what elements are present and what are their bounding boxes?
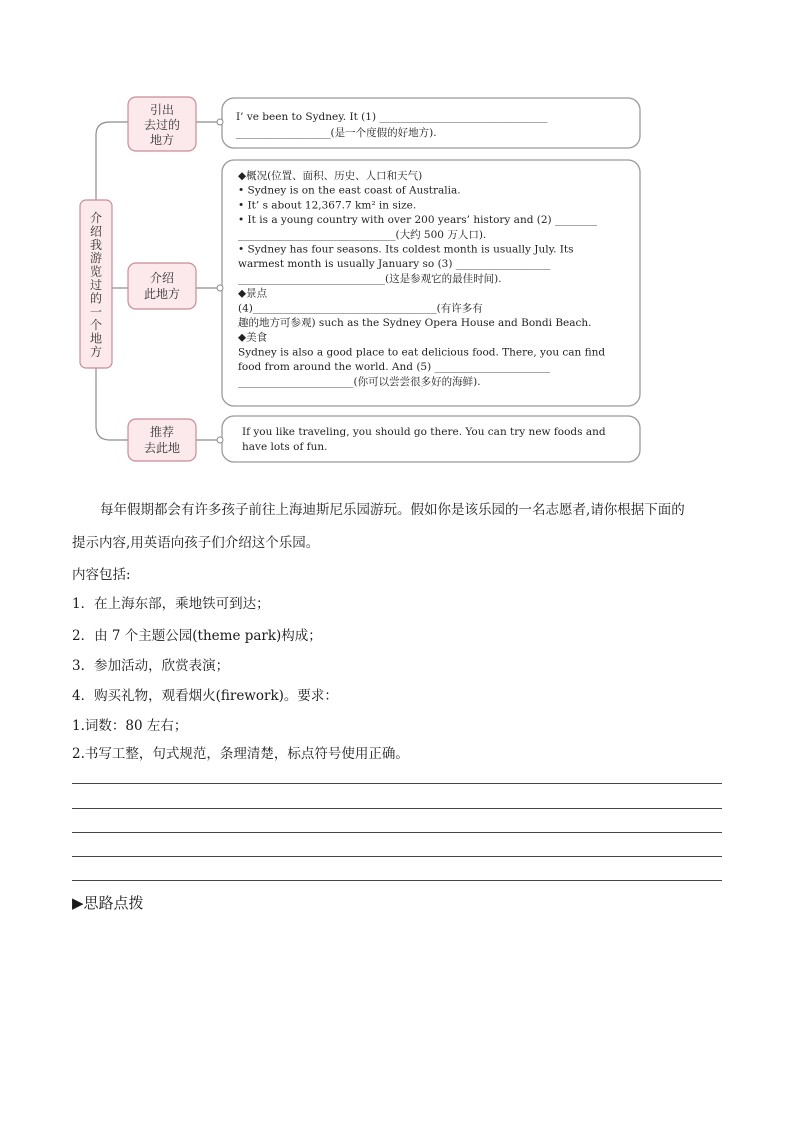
- task-intro-line: 提示内容,用英语向孩子们介绍这个乐园。: [72, 535, 320, 551]
- box-text-line: ____________________________(这是参观它的最佳时间).: [238, 272, 502, 285]
- writing-line[interactable]: [72, 783, 722, 784]
- branch-node-intro: [128, 97, 196, 151]
- writing-line[interactable]: [72, 856, 722, 857]
- box-text-line: Sydney is also a good place to eat delicious food. There, you can find: [238, 346, 606, 359]
- branch-node-describe: [128, 263, 196, 309]
- branch-node-describe-line: 此地方: [143, 287, 181, 301]
- box-text-line: have lots of fun.: [242, 441, 328, 453]
- junction-dot: [217, 285, 223, 291]
- writing-line[interactable]: [72, 832, 722, 833]
- root-node-char: 地: [89, 331, 103, 346]
- root-node-label: [90, 211, 102, 359]
- root-node-char: 我: [89, 237, 103, 252]
- box-text-line: 趣的地方可参观) such as the Sydney Opera House and Bondi Beach.: [238, 317, 592, 329]
- branch-node-describe-line: 介绍: [149, 271, 175, 285]
- writing-line[interactable]: [72, 880, 722, 881]
- writing-line[interactable]: [72, 808, 722, 809]
- box-text-line: __________________(是一个度假的好地方).: [236, 127, 437, 139]
- box-text-line: I’ ve been to Sydney. It (1) ________________________________: [236, 111, 548, 123]
- content-item: 4．购买礼物，观看烟火(firework)。要求：: [72, 688, 338, 704]
- box-text-line: ______________________________(大约 500 万人口).: [238, 228, 487, 241]
- root-node-char: 览: [89, 264, 103, 279]
- branch-node-recommend-line: 推荐: [149, 425, 175, 439]
- junction-dot: [217, 437, 223, 443]
- box-text-line: • It’ s about 12,367.7 km² in size.: [238, 199, 417, 212]
- box-text-line: • Sydney has four seasons. Its coldest month is usually July. Its: [238, 243, 574, 256]
- root-node-char: 的: [89, 291, 103, 306]
- content-title: 内容包括:: [72, 567, 131, 583]
- requirement-item: 2.书写工整，句式规范，条理清楚，标点符号使用正确。: [72, 746, 409, 762]
- content-box-recommend: [222, 416, 640, 462]
- content-item: 2．由 7 个主题公园(theme park)构成；: [72, 628, 322, 644]
- content-box-intro: [222, 98, 640, 148]
- task-intro-line: 每年假期都会有许多孩子前往上海迪斯尼乐园游玩。假如你是该乐园的一名志愿者,请你根据下面的: [100, 502, 685, 518]
- box-text-line: ◆概况(位置、面积、历史、人口和天气): [238, 170, 423, 182]
- root-node-char: 方: [89, 345, 103, 359]
- branch-node-recommend: [128, 419, 196, 461]
- root-node-char: 介: [89, 211, 103, 225]
- mind-map-diagram: [0, 0, 800, 480]
- root-node-char: 游: [89, 251, 103, 266]
- section-heading: ▶思路点拨: [72, 894, 144, 912]
- box-text-line: ◆景点: [238, 287, 268, 300]
- root-node: [80, 200, 112, 368]
- box-text-line: • Sydney is on the east coast of Australia.: [238, 184, 461, 197]
- content-item: 1．在上海东部，乘地铁可到达；: [72, 596, 270, 612]
- requirement-item: 1.词数：80 左右；: [72, 718, 188, 734]
- junction-dot: [217, 119, 223, 125]
- box-text-line: food from around the world. And (5) ______________________: [238, 361, 551, 374]
- root-node-char: 个: [89, 318, 103, 333]
- branch-node-intro-line: 地方: [149, 133, 175, 147]
- box-text-line: warmest month is usually January so (3) __________________: [238, 258, 551, 271]
- root-node-char: 过: [89, 278, 103, 292]
- box-text-line: • It is a young country with over 200 years’ history and (2) ________: [238, 214, 597, 227]
- branch-node-recommend-line: 去此地: [143, 441, 181, 455]
- root-node-char: 一: [89, 304, 103, 319]
- box-text-line: ______________________(你可以尝尝很多好的海鲜).: [238, 375, 481, 388]
- box-text-line: (4)___________________________________(有许多有: [238, 302, 483, 315]
- content-item: 3．参加活动，欣赏表演；: [72, 658, 230, 674]
- branch-node-intro-line: 引出: [149, 103, 175, 117]
- branch-node-intro-line: 去过的: [143, 118, 181, 132]
- box-text-line: If you like traveling, you should go there. You can try new foods and: [242, 426, 606, 438]
- root-node-char: 绍: [89, 224, 103, 239]
- box-text-line: ◆美食: [238, 331, 268, 344]
